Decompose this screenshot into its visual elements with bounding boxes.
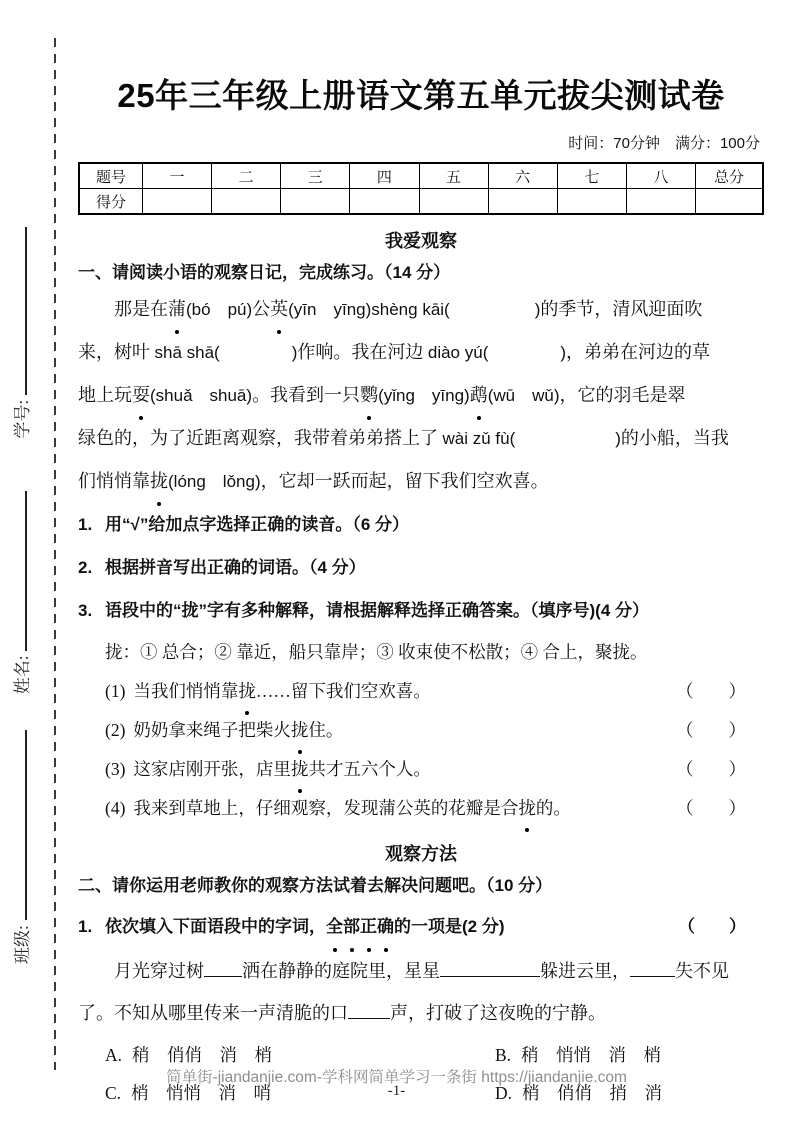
time-and-total-score: 时间：70分钟 满分：100分 bbox=[568, 135, 760, 152]
score-cell bbox=[557, 189, 626, 215]
question-number: 1. bbox=[78, 515, 93, 534]
sub-item-sentence: 当我们悄悄靠拢……留下我们空欢喜。 bbox=[133, 681, 431, 701]
student-id-label: 学号: bbox=[13, 399, 32, 439]
score-row-label: 得分 bbox=[79, 189, 143, 215]
score-cell bbox=[143, 189, 212, 215]
answer-paren: （ ） bbox=[676, 798, 746, 818]
section2-heading: 观察方法 bbox=[385, 844, 457, 864]
score-cell bbox=[212, 189, 281, 215]
option-text: 梢 悄悄 消 哨 bbox=[131, 1083, 272, 1103]
score-col-4: 四 bbox=[350, 163, 419, 189]
section1-question-2 bbox=[78, 546, 764, 589]
sub-item-2 bbox=[78, 711, 764, 750]
sub-item-sentence: 我来到草地上，仔细观察，发现蒲公英的花瓣是合拢的。 bbox=[133, 798, 571, 818]
sub-item-number: (4) bbox=[105, 798, 126, 818]
question-number: 3. bbox=[78, 601, 93, 620]
score-table-corner: 题号 bbox=[79, 163, 143, 189]
score-col-8: 八 bbox=[626, 163, 695, 189]
seal-dashed-line bbox=[54, 38, 56, 1070]
sub-item-text bbox=[105, 750, 431, 789]
option-label: D. bbox=[495, 1083, 513, 1103]
question-text: 依次填入下面语段中的字词，全部正确的一项是(2 分) bbox=[105, 905, 505, 948]
page-number: -1- bbox=[387, 1083, 406, 1099]
sub-item-number: (1) bbox=[105, 681, 126, 701]
section2-question-1 bbox=[78, 905, 764, 948]
question-number: 1. bbox=[78, 917, 93, 936]
option-label: B. bbox=[495, 1045, 512, 1065]
option-text: 梢 俏俏 捎 消 bbox=[522, 1083, 663, 1103]
question-stem bbox=[78, 905, 678, 948]
section1-passage: 那是在蒲(bó pú)公英(yīn yīng)shèng kāi( )的季节，清风迎面吹 来，树叶 shā shā( )作响。我在河边 diào yú( )，弟弟在河边的草 地上玩耍(shuǎ shuā)。我看到一只鹦(yǐng yīng)鹉(wū wǔ)，它的羽毛是翠 绿色的，为了近距离观察，我带着弟弟搭上了 wài zǔ fù( )的小船，当我 们悄悄靠拢(lóng lǒng)，它却一跃而起，留下我们空欢喜。 bbox=[78, 288, 764, 503]
score-col-6: 六 bbox=[488, 163, 557, 189]
name-label: 姓名: bbox=[13, 655, 32, 695]
sub-item-number: (3) bbox=[105, 759, 126, 779]
name-blank-line bbox=[21, 491, 27, 651]
score-cell bbox=[350, 189, 419, 215]
sub-item-3 bbox=[78, 750, 764, 789]
long-character-definitions: 拢：① 总合；② 靠近，船只靠岸；③ 收束使不松散；④ 合上，聚拢。 bbox=[105, 642, 648, 662]
option-label: C. bbox=[105, 1083, 122, 1103]
score-cell bbox=[281, 189, 350, 215]
score-col-3: 三 bbox=[281, 163, 350, 189]
sub-item-4 bbox=[78, 789, 764, 828]
sub-item-sentence: 奶奶拿来绳子把柴火拢住。 bbox=[133, 720, 343, 740]
answer-paren: （ ） bbox=[678, 917, 746, 936]
score-col-5: 五 bbox=[419, 163, 488, 189]
option-text: 稍 悄悄 消 梢 bbox=[521, 1045, 662, 1065]
answer-paren: （ ） bbox=[676, 681, 746, 701]
option-text: 稍 俏俏 消 梢 bbox=[132, 1045, 273, 1065]
score-col-1: 一 bbox=[143, 163, 212, 189]
sub-item-text bbox=[105, 711, 343, 750]
score-cell bbox=[696, 189, 764, 215]
answer-paren: （ ） bbox=[676, 720, 746, 740]
paper-content bbox=[78, 0, 764, 1112]
sub-item-text bbox=[105, 789, 571, 828]
watermark-footer: 简单街-jiandanjie.com-学科网简单学习一条街 https://jiandanjie.com bbox=[166, 1069, 627, 1086]
score-table-header-row bbox=[79, 163, 763, 189]
score-table bbox=[78, 162, 764, 215]
paper-title: 25年三年级上册语文第五单元拔尖测试卷 bbox=[117, 77, 725, 114]
question-number: 2. bbox=[78, 558, 93, 577]
student-info-margin bbox=[8, 144, 33, 964]
score-cell bbox=[626, 189, 695, 215]
sub-item-1 bbox=[78, 672, 764, 711]
sub-item-text bbox=[105, 672, 431, 711]
answer-paren: （ ） bbox=[676, 759, 746, 779]
score-cell bbox=[419, 189, 488, 215]
section2-intro: 二、请你运用老师教你的观察方法试着去解决问题吧。（10 分） bbox=[78, 876, 553, 895]
question-text: 语段中的“拢”字有多种解释，请根据解释选择正确答案。（填序号)(4 分） bbox=[105, 601, 649, 620]
section1-question-1 bbox=[78, 503, 764, 546]
student-id-blank-line bbox=[21, 227, 27, 395]
score-table-score-row bbox=[79, 189, 763, 215]
sub-item-sentence: 这家店刚开张，店里拢共才五六个人。 bbox=[133, 759, 431, 779]
question-text: 用“√”给加点字选择正确的读音。（6 分） bbox=[105, 515, 410, 534]
score-col-2: 二 bbox=[212, 163, 281, 189]
question-text: 根据拼音写出正确的词语。（4 分） bbox=[105, 558, 366, 577]
score-col-total: 总分 bbox=[696, 163, 764, 189]
section1-heading: 我爱观察 bbox=[385, 231, 457, 251]
class-blank-line bbox=[21, 730, 27, 920]
section1-intro: 一、请阅读小语的观察日记，完成练习。（14 分） bbox=[78, 263, 451, 282]
sub-item-number: (2) bbox=[105, 720, 126, 740]
class-label: 班级: bbox=[13, 925, 32, 964]
section2-passage: 月光穿过树 洒在静静的庭院里，星星 躲进云里， 失不见 了。不知从哪里传来一声清脆的口 声，打破了这夜晚的宁静。 bbox=[78, 950, 764, 1034]
score-cell bbox=[488, 189, 557, 215]
section1-question-3 bbox=[78, 589, 764, 632]
score-col-7: 七 bbox=[557, 163, 626, 189]
option-label: A. bbox=[105, 1045, 123, 1065]
